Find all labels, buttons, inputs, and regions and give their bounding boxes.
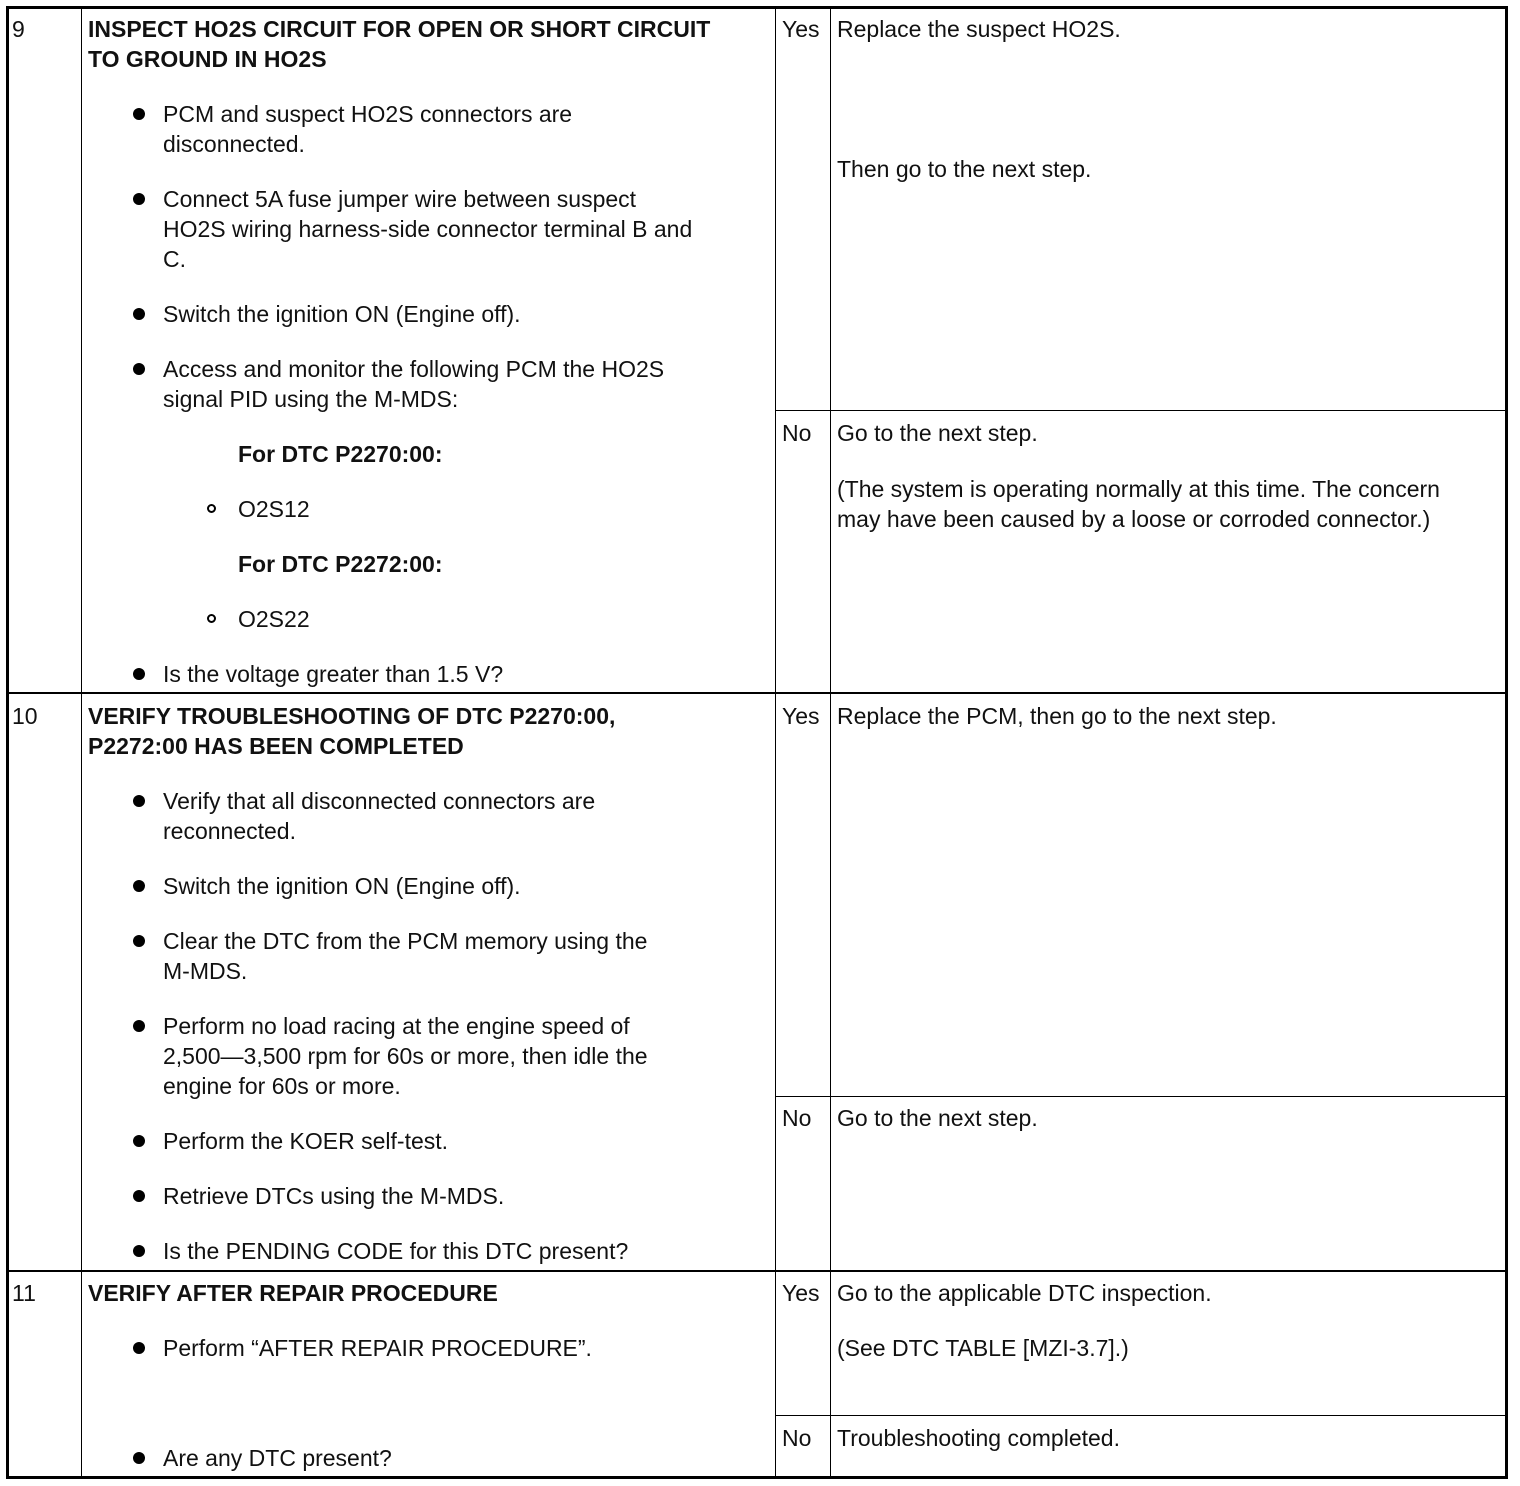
instruction-text: Connect 5A fuse jumper wire between suspect [163,186,637,212]
no-label: No [782,1105,812,1131]
table-border-bottom [6,1476,1508,1479]
instruction-text: Retrieve DTCs using the M-MDS. [163,1183,505,1209]
yes-action-text: Go to the applicable DTC inspection. [837,1280,1212,1306]
question-text: Is the voltage greater than 1.5 V? [163,661,504,687]
table-border-right [1505,6,1508,1479]
bullet-icon [133,1135,145,1147]
instruction-text: C. [163,246,186,272]
instruction-text: Perform no load racing at the engine speed of [163,1013,630,1039]
instruction-text: 2,500—3,500 rpm for 60s or more, then idle the [163,1043,648,1069]
step-title-line-2: P2272:00 HAS BEEN COMPLETED [88,733,464,759]
question-text: Are any DTC present? [163,1445,392,1471]
instruction-text: PCM and suspect HO2S connectors are [163,101,573,127]
bullet-icon [133,1245,145,1257]
no-action-text: Troubleshooting completed. [837,1425,1120,1451]
instruction-text: signal PID using the M-MDS: [163,386,459,412]
bullet-icon [133,108,145,120]
pid-item: O2S12 [238,496,310,522]
step-title-line-1: INSPECT HO2S CIRCUIT FOR OPEN OR SHORT CIRCUIT [88,16,711,42]
instruction-text: HO2S wiring harness-side connector terminal B and [163,216,693,242]
step-title-line-1: VERIFY TROUBLESHOOTING OF DTC P2270:00, [88,703,616,729]
step-number: 9 [12,16,25,42]
no-label: No [782,1425,812,1451]
bullet-icon [133,1020,145,1032]
bullet-icon [133,308,145,320]
instruction-text: disconnected. [163,131,305,157]
row-divider-9-10 [6,692,1508,694]
table-border-left [6,6,9,1479]
yes-label: Yes [782,1280,820,1306]
table-border-top [6,6,1508,9]
bullet-icon [133,1452,145,1464]
step-title-line-1: VERIFY AFTER REPAIR PROCEDURE [88,1280,498,1306]
row-divider-10-11 [6,1270,1508,1272]
instruction-text: Switch the ignition ON (Engine off). [163,873,521,899]
bullet-icon [133,363,145,375]
bullet-icon [133,193,145,205]
instruction-text: Clear the DTC from the PCM memory using the [163,928,648,954]
instruction-text: Perform “AFTER REPAIR PROCEDURE”. [163,1335,592,1361]
sub-bullet-icon [207,614,216,623]
bullet-icon [133,1190,145,1202]
instruction-text: reconnected. [163,818,296,844]
instruction-text: Switch the ignition ON (Engine off). [163,301,521,327]
no-label: No [782,420,812,446]
yes-action-text: Then go to the next step. [837,156,1092,182]
bullet-icon [133,795,145,807]
yes-label: Yes [782,703,820,729]
no-action-text: Go to the next step. [837,1105,1038,1131]
bullet-icon [133,880,145,892]
bullet-icon [133,668,145,680]
sub-heading-dtc-p2270: For DTC P2270:00: [238,441,443,467]
yes-action-text: (See DTC TABLE [MZI-3.7].) [837,1335,1129,1361]
instruction-text: M-MDS. [163,958,248,984]
step-number: 10 [12,703,38,729]
no-action-text: Go to the next step. [837,420,1038,446]
sub-bullet-icon [207,504,216,513]
sub-heading-dtc-p2272: For DTC P2272:00: [238,551,443,577]
step-title-line-2: TO GROUND IN HO2S [88,46,327,72]
instruction-text: Verify that all disconnected connectors are [163,788,596,814]
yes-action-text: Replace the suspect HO2S. [837,16,1121,42]
yes-label: Yes [782,16,820,42]
no-action-text: (The system is operating normally at this time. The concern [837,476,1440,502]
yes-no-divider-9 [775,410,1508,411]
instruction-text: Access and monitor the following PCM the HO2S [163,356,665,382]
yes-action-text: Replace the PCM, then go to the next step. [837,703,1277,729]
column-divider-step [81,6,82,1479]
column-divider-answer [775,6,776,1479]
instruction-text: engine for 60s or more. [163,1073,401,1099]
instruction-text: Perform the KOER self-test. [163,1128,449,1154]
bullet-icon [133,1342,145,1354]
yes-no-divider-11 [775,1415,1508,1416]
yes-no-divider-10 [775,1096,1508,1097]
no-action-text: may have been caused by a loose or corroded connector.) [837,506,1431,532]
question-text: Is the PENDING CODE for this DTC present? [163,1238,629,1264]
bullet-icon [133,935,145,947]
pid-item: O2S22 [238,606,310,632]
column-divider-action [830,6,831,1479]
step-number: 11 [12,1280,36,1306]
